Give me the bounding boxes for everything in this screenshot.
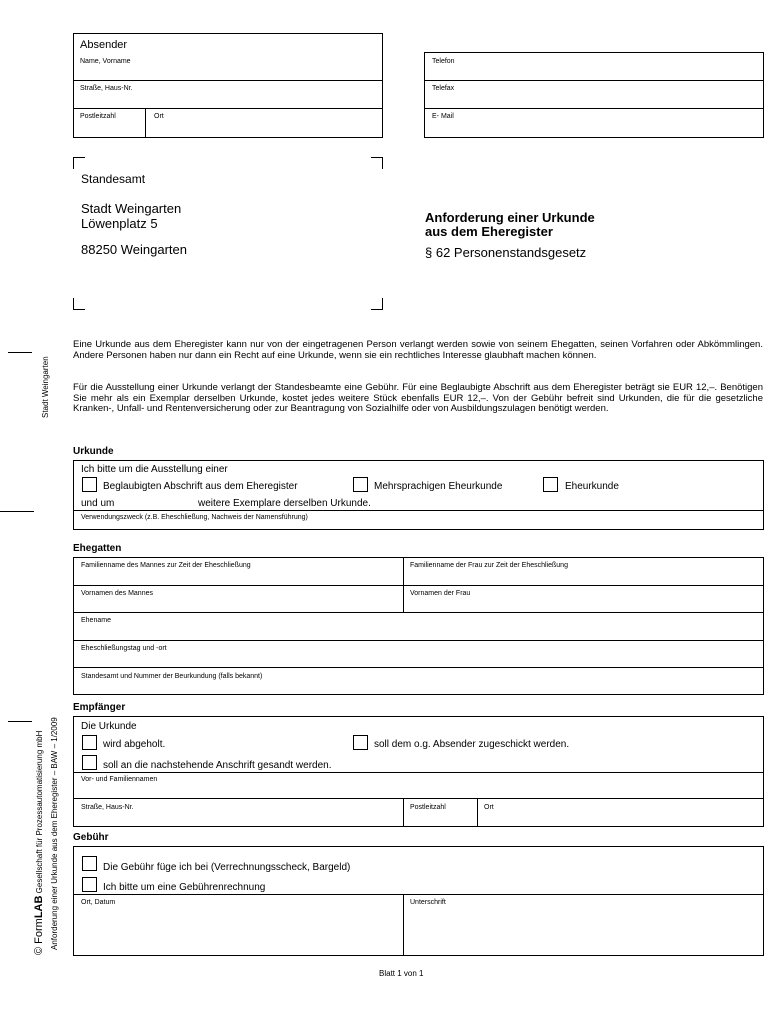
sender-divider-1: [73, 80, 383, 81]
ehegatten-divider-3: [73, 640, 764, 641]
checkbox-send-to-address[interactable]: [82, 755, 97, 770]
ehegatten-divider-2: [73, 612, 764, 613]
formlab-brand-prefix: © Form: [33, 918, 45, 955]
side-city-label: Stadt Weingarten: [41, 356, 50, 418]
wife-family-name-label: Familienname der Frau zur Zeit der Eheschließung: [410, 562, 568, 569]
recipient-intro-text: Die Urkunde: [81, 721, 137, 732]
form-title-line2: aus dem Eheregister: [425, 224, 553, 239]
option-multilingual-certificate-label: Mehrsprachigen Eheurkunde: [374, 481, 503, 492]
option-certified-copy-label: Beglaubigten Abschrift aus dem Eheregister: [103, 481, 298, 492]
registry-office-field[interactable]: [74, 682, 763, 694]
recipient-city-field[interactable]: [478, 813, 763, 825]
option-pickup-label: wird abgeholt.: [103, 739, 166, 750]
email-label: E- Mail: [432, 113, 454, 120]
option-send-to-sender-label: soll dem o.g. Absender zugeschickt werden.: [374, 739, 570, 750]
contact-divider-2: [424, 108, 764, 109]
recipient-zip-label: Postleitzahl: [410, 804, 446, 811]
recipient-street: Löwenplatz 5: [81, 216, 158, 231]
place-date-label: Ort, Datum: [81, 899, 116, 906]
fold-mark-middle: [0, 511, 34, 512]
section-title-urkunde: Urkunde: [73, 446, 114, 457]
option-fee-attached-label: Die Gebühr füge ich bei (Verrechnungsscheck, Bargeld): [103, 862, 351, 873]
intro-paragraph-1: Eine Urkunde aus dem Eheregister kann nur von der eingetragenen Person verlangt werden sowie von seinem Ehegatten, seinen Vorfahren oder Abkömmlingen. Andere Personen haben nur dann ein Recht auf eine Urkunde, wenn sie ein rechtliches Interesse glaubhaft machen können.: [73, 339, 763, 361]
checkbox-fee-attached[interactable]: [82, 856, 97, 871]
sender-city-label: Ort: [154, 113, 164, 120]
email-field[interactable]: [425, 122, 763, 136]
side-company-line: [33, 731, 45, 955]
recipient-office: Standesamt: [81, 172, 146, 186]
section-title-empfaenger: Empfänger: [73, 702, 126, 713]
form-law-reference: § 62 Personenstandsgesetz: [425, 245, 587, 260]
phone-field[interactable]: [425, 67, 763, 79]
signature-field[interactable]: [404, 908, 763, 954]
fold-mark-bottom: [8, 721, 32, 722]
empfaenger-divider-2: [73, 798, 764, 799]
sender-divider-2: [73, 108, 383, 109]
form-title-line1: Anforderung einer Urkunde: [425, 210, 595, 225]
side-form-id: Anforderung einer Urkunde aus dem Eheregister – BAW – 1/2009: [50, 717, 59, 950]
recipient-names-field[interactable]: [74, 785, 763, 797]
recipient-street-label: Straße, Haus-Nr.: [81, 804, 134, 811]
address-corner-top-right: [371, 157, 383, 169]
sender-street-field[interactable]: [74, 95, 382, 106]
recipient-zip-city: 88250 Weingarten: [81, 242, 188, 257]
registry-office-label: Standesamt und Nummer der Beurkundung (falls bekannt): [81, 673, 263, 680]
intro-paragraph-2: Für die Ausstellung einer Urkunde verlangt der Standesbeamte eine Gebühr. Für eine Beglaubigte Abschrift aus dem Eheregister beträgt sie EUR 12,–. Benötigen Sie mehr als ein Exemplar derselben Urkunde, kostet jedes weitere Stück ebenfalls EUR 12,–. Von der Gebühr befreit sind Urkunden, die für die gesetzliche Kranken-, Unfall- und Rentenversicherung oder zur Beantragung von Sozialhilfe oder von Ausbildungszulagen benötigt werden.: [73, 382, 763, 414]
section-title-ehegatten: Ehegatten: [73, 543, 122, 554]
recipient-zip-field[interactable]: [404, 813, 476, 825]
option-send-to-address-label: soll an die nachstehende Anschrift gesandt werden.: [103, 760, 332, 771]
urkunde-divider: [73, 510, 764, 511]
ehegatten-divider-4: [73, 667, 764, 668]
contact-divider-1: [424, 80, 764, 81]
address-corner-bottom-left: [73, 298, 85, 310]
married-name-field[interactable]: [74, 626, 763, 638]
ehegatten-divider-1: [73, 585, 764, 586]
marriage-date-place-field[interactable]: [74, 654, 763, 666]
address-corner-bottom-right: [371, 298, 383, 310]
gebuehr-divider: [73, 894, 764, 895]
recipient-street-field[interactable]: [74, 813, 402, 825]
marriage-date-place-label: Eheschließungstag und -ort: [81, 645, 167, 652]
phone-label: Telefon: [432, 58, 455, 65]
purpose-label: Verwendungszweck (z.B. Eheschließung, Nachweis der Namensführung): [81, 514, 308, 521]
page-number: Blatt 1 von 1: [379, 969, 424, 978]
formlab-brand-bold: LAB: [33, 895, 45, 919]
recipient-names-label: Vor- und Familiennamen: [81, 776, 158, 783]
option-fee-invoice-label: Ich bitte um eine Gebührenrechnung: [103, 882, 266, 893]
address-corner-top-left: [73, 157, 85, 169]
checkbox-send-to-sender[interactable]: [353, 735, 368, 750]
checkbox-pickup[interactable]: [82, 735, 97, 750]
company-name: Gesellschaft für Prozessautomatisierung mbH: [35, 730, 44, 896]
checkbox-certified-copy[interactable]: [82, 477, 97, 492]
husband-family-name-label: Familienname des Mannes zur Zeit der Eheschließung: [81, 562, 251, 569]
sender-title: Absender: [80, 39, 128, 51]
urkunde-request-text: Ich bitte um die Ausstellung einer: [81, 464, 228, 475]
place-date-field[interactable]: [74, 908, 402, 954]
empfaenger-divider-1: [73, 772, 764, 773]
husband-first-names-field[interactable]: [74, 599, 402, 611]
sender-city-field[interactable]: [147, 122, 381, 136]
husband-family-name-field[interactable]: [74, 571, 402, 583]
fax-field[interactable]: [425, 95, 763, 107]
married-name-label: Ehename: [81, 617, 111, 624]
recipient-city: Stadt Weingarten: [81, 201, 182, 216]
wife-first-names-label: Vornamen der Frau: [410, 590, 471, 597]
sender-zip-label: Postleitzahl: [80, 113, 116, 120]
more-copies-text: weitere Exemplare derselben Urkunde.: [198, 498, 371, 509]
fold-mark-top: [8, 352, 32, 353]
sender-zip-field[interactable]: [74, 122, 144, 136]
sender-zip-city-divider: [145, 108, 146, 138]
checkbox-fee-invoice[interactable]: [82, 877, 97, 892]
sender-street-label: Straße, Haus-Nr.: [80, 85, 133, 92]
und-um-text: und um: [81, 498, 115, 509]
fax-label: Telefax: [432, 85, 455, 92]
recipient-city-label: Ort: [484, 804, 494, 811]
copies-count-field[interactable]: [128, 496, 192, 509]
signature-label: Unterschrift: [410, 899, 446, 906]
section-title-gebuehr: Gebühr: [73, 832, 109, 843]
wife-first-names-field[interactable]: [404, 599, 763, 611]
husband-first-names-label: Vornamen des Mannes: [81, 590, 153, 597]
purpose-field[interactable]: [74, 522, 763, 529]
sender-name-label: Name, Vorname: [80, 58, 131, 65]
checkbox-multilingual-certificate[interactable]: [353, 477, 368, 492]
wife-family-name-field[interactable]: [404, 571, 763, 583]
option-marriage-certificate-label: Eheurkunde: [565, 481, 619, 492]
sender-name-field[interactable]: [74, 68, 382, 79]
checkbox-marriage-certificate[interactable]: [543, 477, 558, 492]
